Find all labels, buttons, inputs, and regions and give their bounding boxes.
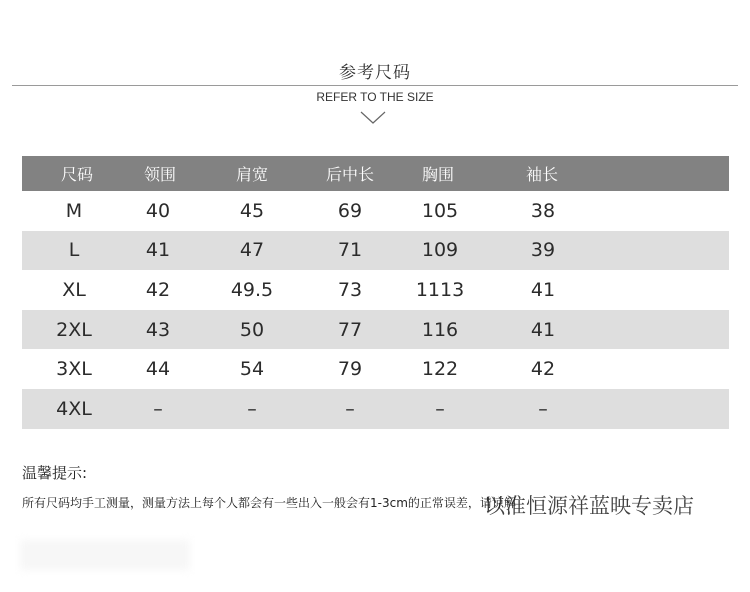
header-chest: 胸围 <box>421 165 455 184</box>
title-chinese: 参考尺码 <box>339 63 411 83</box>
cell-collar: 41 <box>145 239 171 262</box>
cell-size: 2XL <box>56 318 92 341</box>
cell-collar: – <box>153 397 163 420</box>
cell-shoulder: 50 <box>239 318 265 341</box>
cell-back-length: 79 <box>337 358 363 381</box>
cell-collar: 42 <box>145 278 171 301</box>
table-row <box>22 349 729 389</box>
cell-back-length: 73 <box>337 278 363 301</box>
cell-chest: 109 <box>421 239 459 262</box>
header-size: 尺码 <box>60 165 94 184</box>
cell-shoulder: – <box>247 397 257 420</box>
cell-sleeve: 41 <box>530 278 556 301</box>
table-row <box>22 191 729 231</box>
cell-chest: 116 <box>421 318 459 341</box>
title-english: REFER TO THE SIZE <box>316 90 434 104</box>
cell-sleeve: 41 <box>530 318 556 341</box>
blurred-area <box>20 540 190 570</box>
size-table <box>22 156 729 429</box>
table-row <box>22 310 729 350</box>
header-back-length: 后中长 <box>325 165 375 184</box>
cell-size: M <box>65 199 83 222</box>
cell-size: XL <box>62 278 86 301</box>
header-sleeve: 袖长 <box>525 165 559 184</box>
cell-shoulder: 54 <box>239 358 265 381</box>
cell-chest: 105 <box>421 199 459 222</box>
header-divider <box>12 85 738 86</box>
cell-shoulder: 45 <box>239 199 265 222</box>
cell-sleeve: 39 <box>530 239 556 262</box>
store-watermark: 以淮恒源祥蓝映专卖店 <box>484 494 694 518</box>
notes-title: 温馨提示: <box>22 464 88 482</box>
cell-shoulder: 47 <box>239 239 265 262</box>
cell-shoulder: 49.5 <box>230 278 274 301</box>
cell-collar: 44 <box>145 358 171 381</box>
cell-back-length: 77 <box>337 318 363 341</box>
header-shoulder: 肩宽 <box>235 165 269 184</box>
table-row <box>22 389 729 429</box>
cell-size: 3XL <box>56 358 92 381</box>
table-row <box>22 270 729 310</box>
cell-collar: 40 <box>145 199 171 222</box>
cell-back-length: 69 <box>337 199 363 222</box>
cell-sleeve: 42 <box>530 358 556 381</box>
cell-collar: 43 <box>145 318 171 341</box>
cell-back-length: 71 <box>337 239 363 262</box>
table-header-row <box>22 156 729 191</box>
cell-size: L <box>68 239 80 262</box>
cell-sleeve: – <box>538 397 548 420</box>
cell-size: 4XL <box>56 397 92 420</box>
cell-chest: 122 <box>421 358 459 381</box>
table-row <box>22 231 729 271</box>
cell-back-length: – <box>345 397 355 420</box>
header-collar: 领围 <box>143 165 177 184</box>
cell-chest: – <box>435 397 445 420</box>
chevron-down-icon <box>360 111 386 125</box>
cell-sleeve: 38 <box>530 199 556 222</box>
notes-text: 所有尺码均手工测量，测量方法上每个人都会有一些出入一般会有1-3cm的正常误差，请谅解 <box>22 496 516 510</box>
cell-chest: 1113 <box>415 278 465 301</box>
